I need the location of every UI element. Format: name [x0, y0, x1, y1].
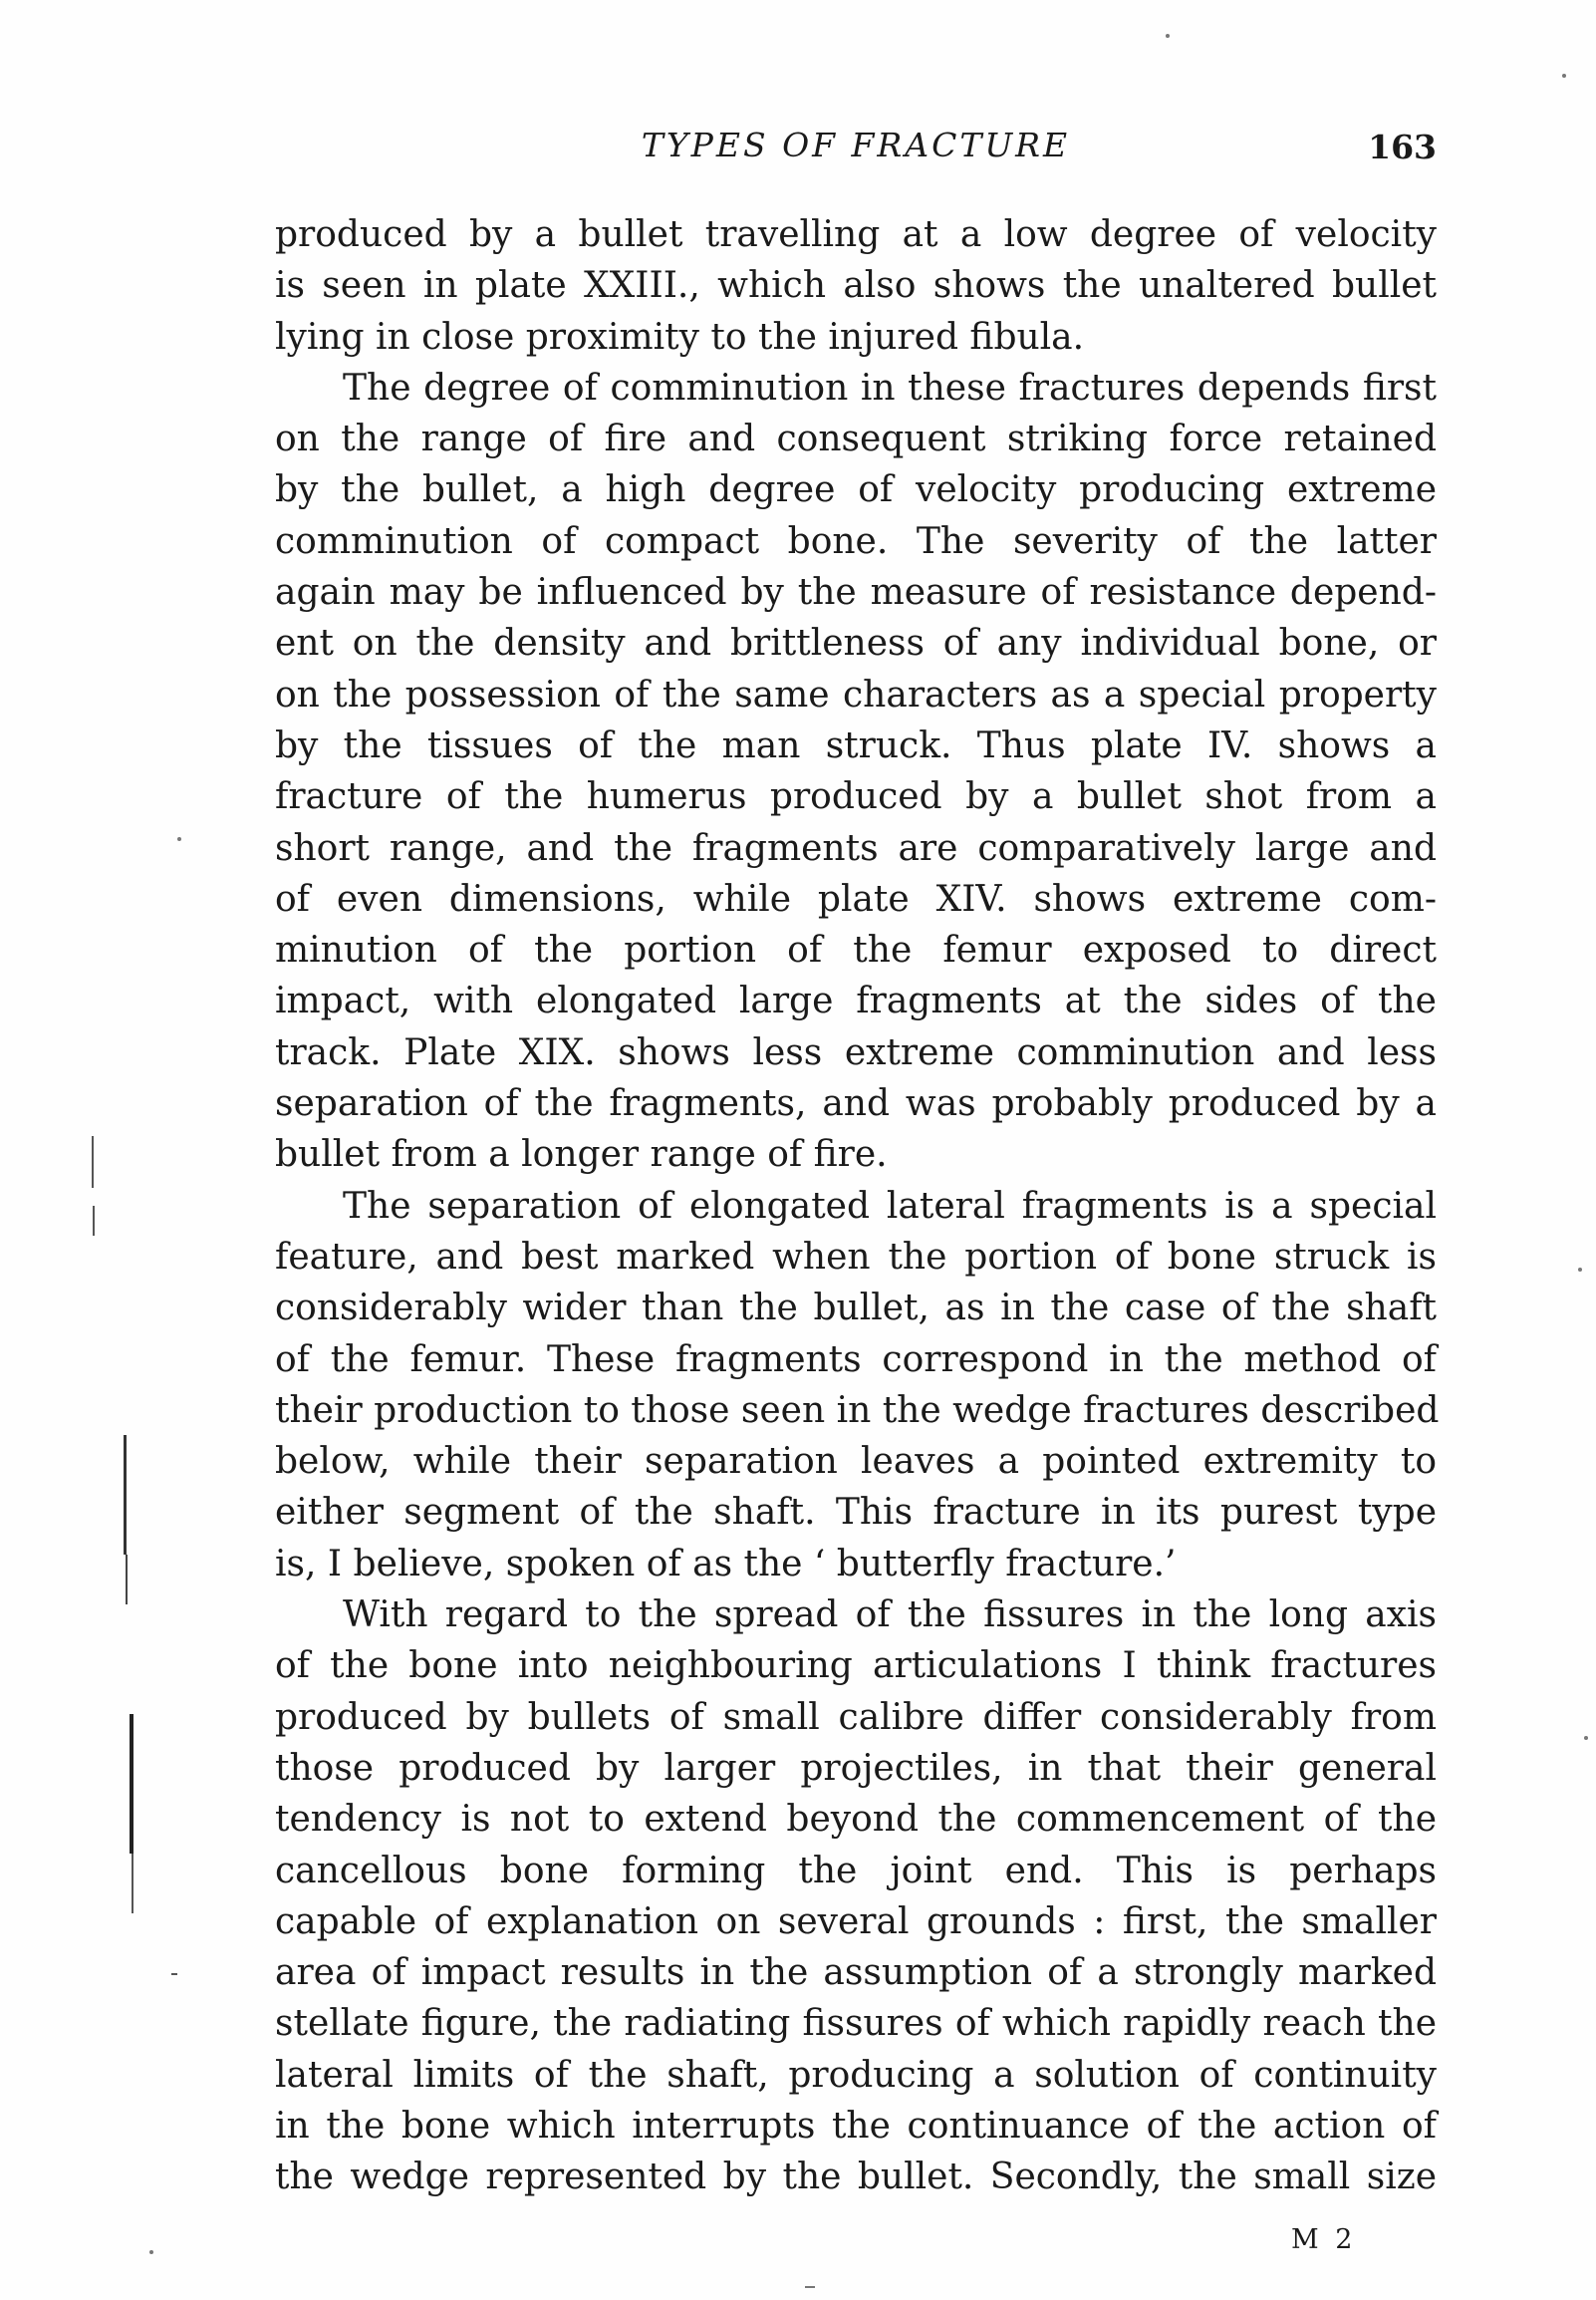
text-line: is, I believe, spoken of as the ‘ butterfly fracture.’: [275, 1543, 1177, 1584]
text-line: of even dimensions, while plate XIV. shows extreme com-: [275, 878, 1437, 920]
text-line: tendency is not to extend beyond the commencement of the: [275, 1799, 1437, 1841]
page-number: 163: [1368, 128, 1437, 166]
text-line: feature, and best marked when the portion of bone struck is: [275, 1236, 1437, 1278]
margin-scan-mark: [132, 1854, 133, 1913]
text-line: again may be influenced by the measure of resistance depend-: [275, 572, 1437, 614]
text-line: fracture of the humerus produced by a bullet shot from a: [275, 776, 1437, 818]
text-line: lying in close proximity to the injured fibula.: [275, 316, 1085, 358]
margin-scan-mark: [92, 1136, 94, 1188]
text-line: those produced by larger projectiles, in that their general: [275, 1747, 1437, 1789]
text-line: cancellous bone forming the joint end. This is perhaps: [275, 1850, 1437, 1891]
margin-scan-mark: [130, 1714, 133, 1854]
text-line: is seen in plate XXIII., which also shows the unaltered bullet: [275, 265, 1437, 307]
paragraph-start-line: The separation of elongated lateral fragments is a special: [343, 1185, 1437, 1227]
text-line: produced by a bullet travelling at a low degree of velocity: [275, 214, 1437, 255]
text-line: comminution of compact bone. The severity of the latter: [275, 520, 1437, 562]
scan-speck: [805, 2286, 815, 2288]
scan-speck: [1578, 1268, 1582, 1272]
margin-scan-mark: [126, 1555, 128, 1604]
text-line: ent on the density and brittleness of any individual bone, or: [275, 623, 1437, 665]
text-line: in the bone which interrupts the continuance of the action of: [275, 2105, 1437, 2147]
text-line: of the femur. These fragments correspond in the method of: [275, 1338, 1437, 1380]
scan-speck: [1584, 1736, 1588, 1740]
text-line: on the range of fire and consequent striking force retained: [275, 419, 1437, 460]
scan-speck: [1166, 34, 1170, 38]
margin-scan-mark: [124, 1435, 127, 1555]
scan-speck: [177, 837, 181, 841]
paragraph-start-line: With regard to the spread of the fissures in the long axis: [343, 1594, 1437, 1636]
paragraph-start-line: The degree of comminution in these fractures depends first: [343, 367, 1437, 409]
text-line: lateral limits of the shaft, producing a solution of continuity: [275, 2054, 1437, 2096]
text-line: stellate figure, the radiating fissures of which rapidly reach the: [275, 2003, 1437, 2045]
text-line: bullet from a longer range of fire.: [275, 1134, 888, 1176]
text-line: track. Plate XIX. shows less extreme comminution and less: [275, 1031, 1437, 1073]
text-line: the wedge represented by the bullet. Secondly, the small size: [275, 2156, 1437, 2198]
text-line: minution of the portion of the femur exposed to direct: [275, 930, 1437, 972]
text-line: by the bullet, a high degree of velocity producing extreme: [275, 469, 1437, 511]
text-line: produced by bullets of small calibre differ considerably from: [275, 1696, 1437, 1738]
text-line: considerably wider than the bullet, as in the case of the shaft: [275, 1288, 1437, 1329]
running-head: [275, 118, 1437, 177]
body-text: [275, 209, 1440, 2203]
text-line: by the tissues of the man struck. Thus plate IV. shows a: [275, 724, 1437, 766]
text-line: either segment of the shaft. This fracture in its purest type: [275, 1492, 1437, 1534]
text-line: their production to those seen in the wedge fractures described: [275, 1389, 1440, 1431]
margin-scan-mark: [93, 1206, 95, 1236]
scan-speck: [149, 2250, 153, 2254]
text-line: area of impact results in the assumption of a strongly marked: [275, 1952, 1437, 1994]
text-line: separation of the fragments, and was probably produced by a: [275, 1083, 1437, 1125]
text-line: short range, and the fragments are comparatively large and: [275, 827, 1437, 869]
text-line: on the possession of the same characters as a special property: [275, 674, 1437, 716]
printer-signature: M 2: [1291, 2224, 1357, 2255]
margin-scan-mark: [171, 1973, 177, 1975]
text-line: below, while their separation leaves a pointed extremity to: [275, 1441, 1437, 1483]
scan-speck: [1562, 74, 1566, 78]
text-line: capable of explanation on several grounds : first, the smaller: [275, 1900, 1437, 1942]
running-title: TYPES OF FRACTURE: [641, 126, 1071, 164]
text-line: impact, with elongated large fragments at the sides of the: [275, 981, 1437, 1022]
text-line: of the bone into neighbouring articulations I think fractures: [275, 1645, 1437, 1687]
